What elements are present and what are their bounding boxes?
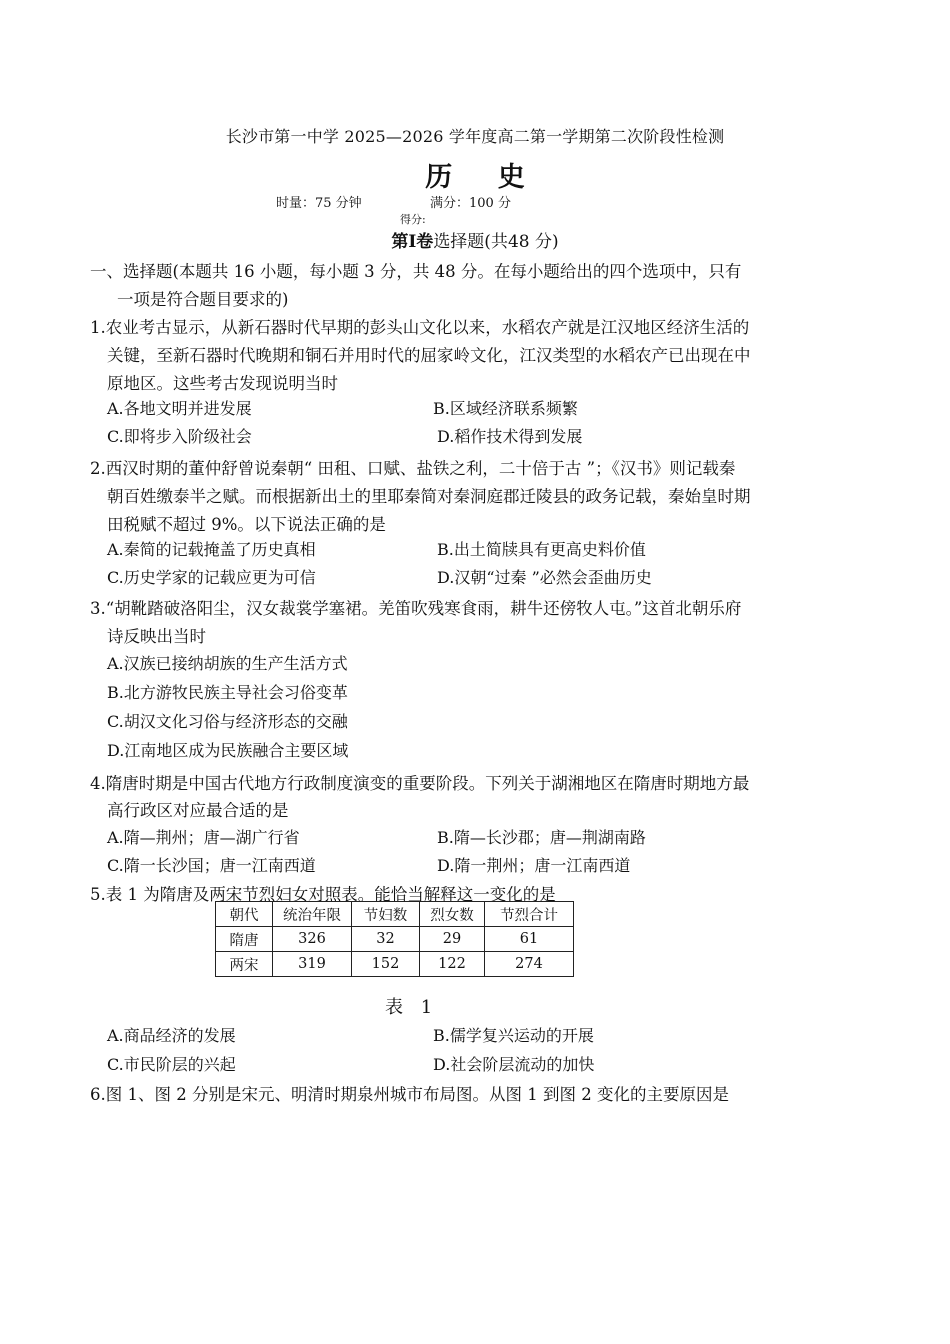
q4-option-d: D.隋一荆州；唐一江南西道: [437, 856, 631, 875]
part-title-number: 第Ⅰ卷: [391, 232, 434, 252]
table-row: [216, 927, 574, 952]
q1-stem-line3: 原地区。这些考古发现说明当时: [107, 374, 338, 393]
table-header-cell: 节烈合计: [485, 902, 574, 927]
table-cell: 122: [420, 952, 485, 977]
q4-stem-line1: 4.隋唐时期是中国古代地方行政制度演变的重要阶段。下列关于湖湘地区在隋唐时期地方最: [90, 774, 750, 793]
q1-stem-line2: 关键，至新石器时代晚期和铜石并用时代的屈家岭文化，江汉类型的水稻农产已出现在中: [107, 346, 751, 365]
q5-option-d: D.社会阶层流动的加快: [433, 1055, 595, 1074]
table-header-cell: 统治年限: [273, 902, 352, 927]
q1-stem-line1: 1.农业考古显示，从新石器时代早期的彭头山文化以来，水稻农产就是江汉地区经济生活的: [90, 318, 750, 337]
q4-stem-line2: 高行政区对应最合适的是: [107, 801, 289, 820]
full-score: 满分：100 分: [430, 196, 511, 211]
part-title: [0, 227, 950, 252]
q4-option-b: B.隋—长沙郡；唐—荆湖南路: [437, 828, 646, 847]
table-cell: 两宋: [216, 952, 273, 977]
table-header-cell: 节妇数: [352, 902, 420, 927]
q2-stem-line1: 2.西汉时期的董仲舒曾说秦朝“ 田租、口赋、盐铁之利，二十倍于古 ”；《汉书》则记载秦: [90, 459, 736, 478]
subject-title: 历 史: [425, 162, 543, 193]
table-cell: 32: [352, 927, 420, 952]
q6-stem: 6.图 1、图 2 分别是宋元、明清时期泉州城市布局图。从图 1 到图 2 变化的主要原因是: [90, 1085, 729, 1104]
table-cell: 152: [352, 952, 420, 977]
q1-option-d: D.稻作技术得到发展: [437, 427, 583, 446]
table-caption: 表 1: [385, 997, 439, 1018]
q1-option-a: A.各地文明并进发展: [107, 399, 252, 418]
table-cell: 61: [485, 927, 574, 952]
q5-option-b: B.儒学复兴运动的开展: [433, 1026, 594, 1045]
q2-option-b: B.出土简牍具有更高史料价值: [437, 540, 646, 559]
q5-stem: 5.表 1 为隋唐及两宋节烈妇女对照表。能恰当解释这一变化的是: [90, 885, 556, 904]
q3-stem-line1: 3.“胡靴踏破洛阳尘，汉女裁裳学塞裙。羌笛吹残寒食雨，耕牛还傍牧人屯。”这首北朝乐府: [90, 599, 742, 618]
q2-option-a: A.秦简的记载掩盖了历史真相: [107, 540, 316, 559]
q4-option-a: A.隋—荆州；唐—湖广行省: [107, 828, 300, 847]
table-header-row: [216, 902, 574, 927]
q4-option-c: C.隋一长沙国；唐一江南西道: [107, 856, 316, 875]
q3-option-c: C.胡汉文化习俗与经济形态的交融: [107, 712, 348, 731]
q1-option-c: C.即将步入阶级社会: [107, 427, 252, 446]
table-cell: 319: [273, 952, 352, 977]
table-header-cell: 烈女数: [420, 902, 485, 927]
q3-option-d: D.江南地区成为民族融合主要区域: [107, 741, 349, 760]
q1-option-b: B.区域经济联系频繁: [433, 399, 578, 418]
section-instruction-line1: 一、选择题(本题共 16 小题，每小题 3 分，共 48 分。在每小题给出的四个选项中，只有: [90, 262, 742, 281]
q5-option-c: C.市民阶层的兴起: [107, 1055, 236, 1074]
table-header-cell: 朝代: [216, 902, 273, 927]
table-row: [216, 952, 574, 977]
score-label: 得分:: [400, 213, 426, 226]
table-cell: 326: [273, 927, 352, 952]
section-instruction-line2: 一项是符合题目要求的): [117, 290, 289, 309]
school-title: 长沙市第一中学 2025—2026 学年度高二第一学期第二次阶段性检测: [225, 127, 725, 146]
q3-option-b: B.北方游牧民族主导社会习俗变革: [107, 683, 348, 702]
q5-option-a: A.商品经济的发展: [107, 1026, 236, 1045]
q5-table: [215, 901, 574, 977]
q2-stem-line2: 朝百姓缴泰半之赋。而根据新出土的里耶秦简对秦洞庭郡迁陵县的政务记载，秦始皇时期: [107, 487, 751, 506]
q2-option-d: D.汉朝“过秦 ”必然会歪曲历史: [437, 568, 652, 587]
table-cell: 29: [420, 927, 485, 952]
part-title-text: 选择题(共48 分): [433, 232, 559, 252]
q2-stem-line3: 田税赋不超过 9%。以下说法正确的是: [107, 515, 386, 534]
q2-option-c: C.历史学家的记载应更为可信: [107, 568, 316, 587]
table-cell: 274: [485, 952, 574, 977]
q3-stem-line2: 诗反映出当时: [107, 627, 206, 646]
q3-option-a: A.汉族已接纳胡族的生产生活方式: [107, 654, 348, 673]
table-cell: 隋唐: [216, 927, 273, 952]
exam-time: 时量：75 分钟: [276, 196, 362, 211]
